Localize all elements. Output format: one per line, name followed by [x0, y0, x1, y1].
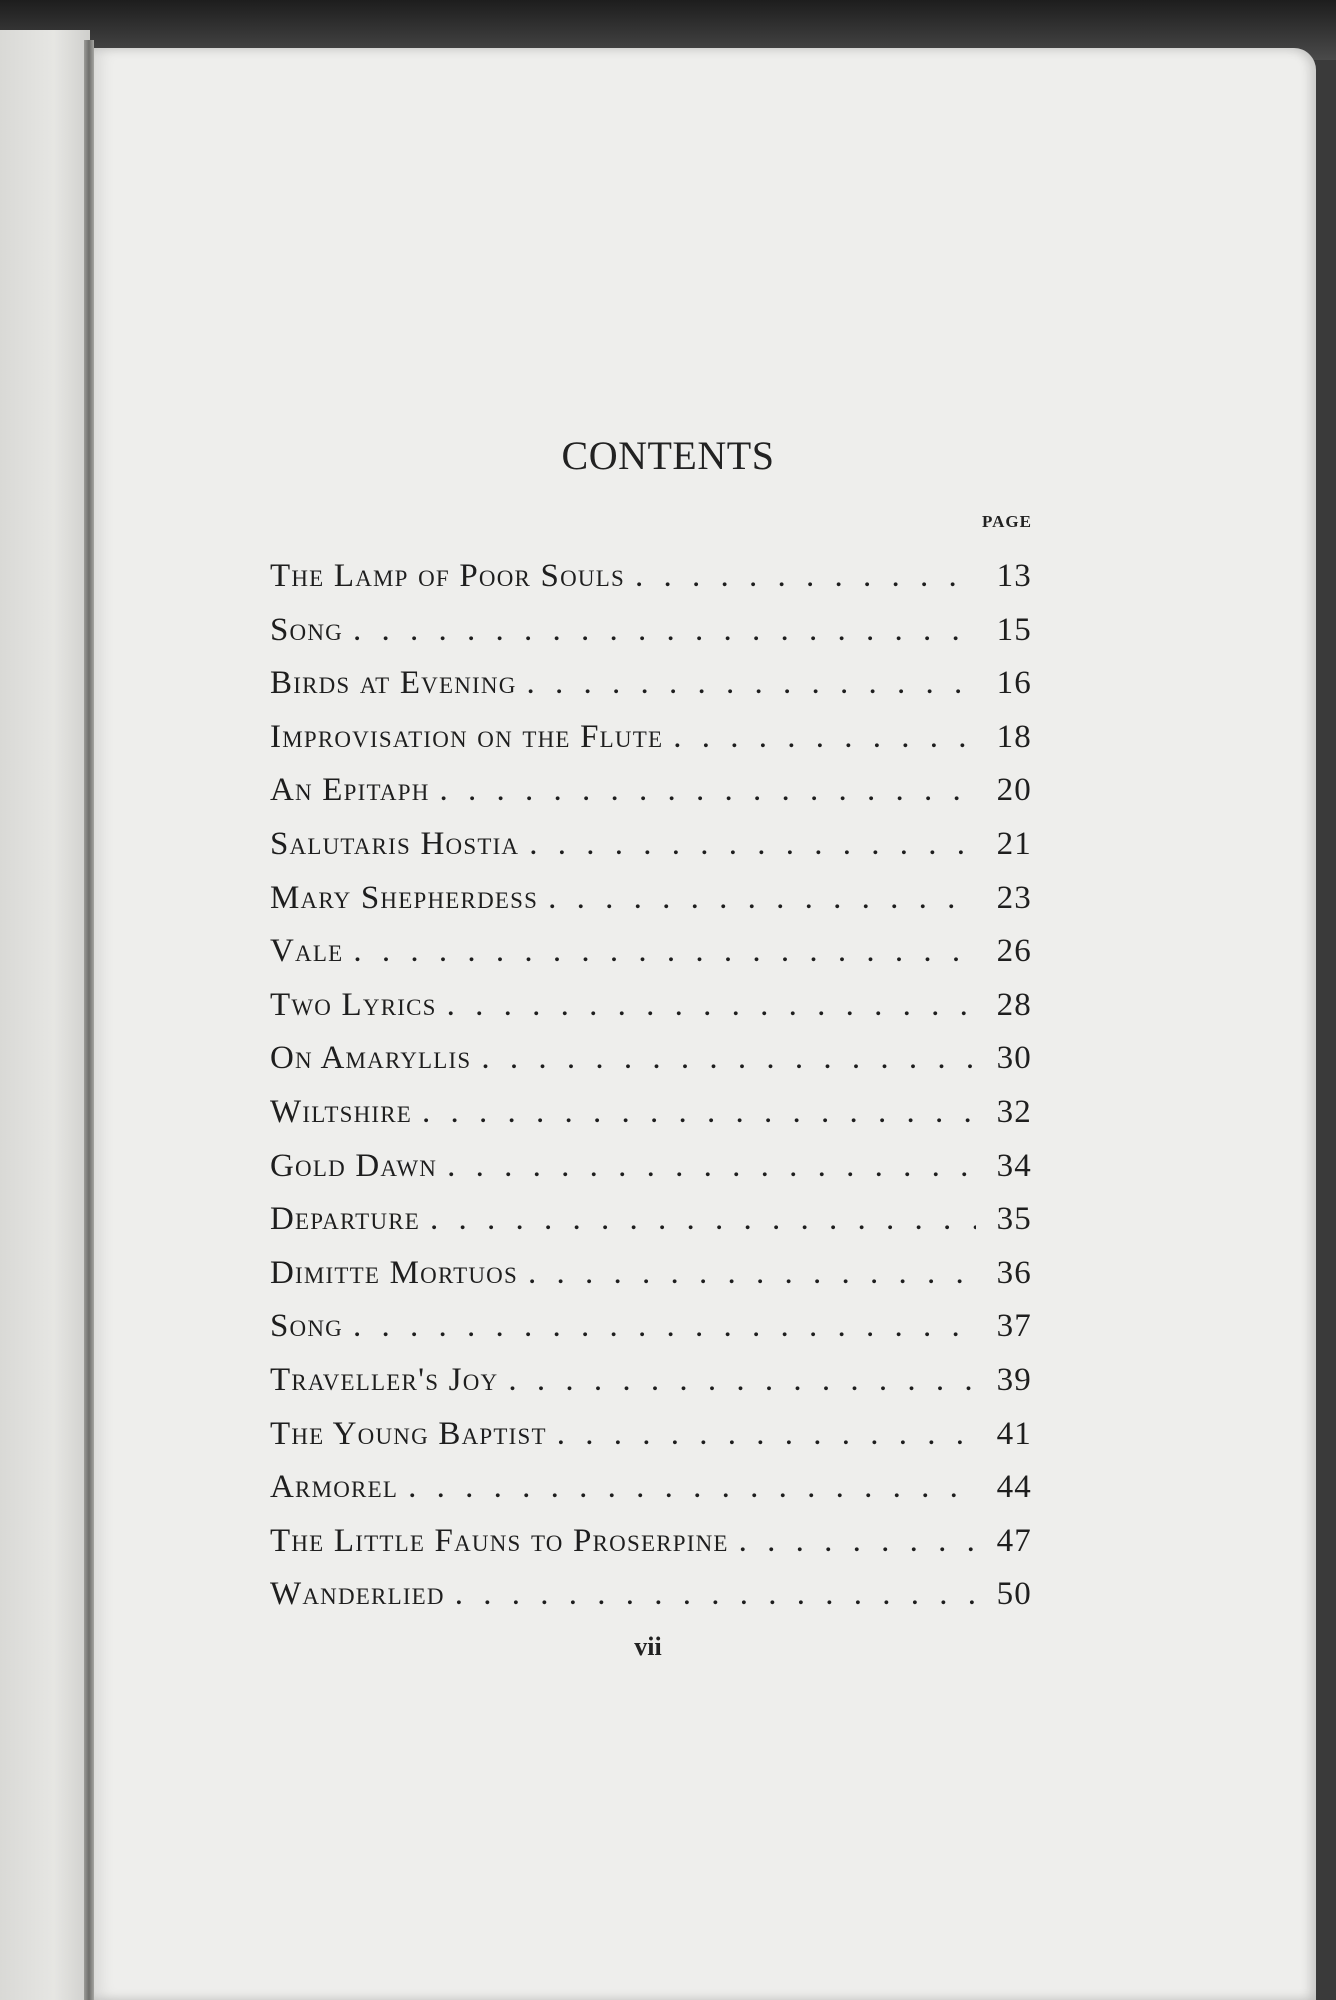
toc-entry-title: Wanderlied: [270, 1576, 445, 1613]
toc-entry: [270, 711, 1032, 765]
toc-entry-title: An Epitaph: [270, 772, 430, 809]
toc-entry-title: Departure: [270, 1201, 420, 1238]
toc-entry: [270, 764, 1032, 818]
toc-entry: [270, 1140, 1032, 1194]
toc-entry: [270, 925, 1032, 979]
dot-leader: [729, 1515, 976, 1569]
toc-entry: [270, 1086, 1032, 1140]
toc-entry-title: Dimitte Mortuos: [270, 1254, 518, 1291]
toc-entry: [270, 1515, 1032, 1569]
toc-entry: [270, 1568, 1032, 1622]
toc-entry-title: Salutaris Hostia: [270, 825, 520, 862]
book-spine: [84, 40, 94, 2000]
toc-entry-page: 50: [996, 1576, 1032, 1613]
toc-entry-page: 21: [996, 825, 1032, 862]
dot-leader: [430, 764, 976, 818]
toc-entry-page: 35: [996, 1201, 1032, 1238]
dot-leader: [445, 1568, 976, 1622]
toc-entry-page: 16: [996, 665, 1032, 702]
toc-entry-title: Mary Shepherdess: [270, 879, 539, 916]
toc-entry-page: 18: [996, 718, 1032, 755]
page-folio: vii: [634, 1632, 662, 1661]
toc-entry-page: 15: [996, 611, 1032, 648]
dot-leader: [625, 550, 976, 604]
dot-leader: [398, 1461, 976, 1515]
toc-entry: [270, 1354, 1032, 1408]
toc-entry-page: 44: [996, 1469, 1032, 1506]
dot-leader: [547, 1408, 976, 1462]
table-of-contents: [270, 550, 1032, 1622]
dot-leader: [343, 925, 976, 979]
dot-leader: [343, 1300, 976, 1354]
contents-heading: CONTENTS: [561, 433, 775, 478]
toc-entry-title: Vale: [270, 933, 344, 970]
toc-entry-page: 20: [996, 772, 1032, 809]
toc-entry-page: 32: [996, 1093, 1032, 1130]
toc-entry-title: Song: [270, 1308, 343, 1345]
toc-entry: [270, 979, 1032, 1033]
dot-leader: [343, 604, 976, 658]
toc-entry-title: On Amaryllis: [270, 1040, 472, 1077]
toc-entry-page: 26: [996, 933, 1032, 970]
toc-entry-title: Armorel: [270, 1469, 399, 1506]
toc-entry-title: Improvisation on the Flute: [270, 718, 664, 755]
dot-leader: [498, 1354, 976, 1408]
dot-leader: [471, 1032, 976, 1086]
dot-leader: [412, 1086, 976, 1140]
toc-entry: [270, 1247, 1032, 1301]
toc-entry: [270, 818, 1032, 872]
dot-leader: [437, 979, 976, 1033]
page-column-label: PAGE: [982, 512, 1032, 531]
dot-leader: [518, 1247, 976, 1301]
dot-leader: [519, 818, 976, 872]
toc-entry-title: Traveller's Joy: [270, 1361, 499, 1398]
toc-entry: [270, 1193, 1032, 1247]
toc-entry-page: 13: [996, 558, 1032, 594]
toc-entry-page: 41: [996, 1415, 1032, 1452]
toc-entry-title: The Young Baptist: [270, 1415, 547, 1452]
toc-entry-title: Two Lyrics: [270, 986, 437, 1023]
toc-entry-page: 28: [996, 986, 1032, 1023]
toc-entry: [270, 550, 1032, 604]
toc-entry-page: 37: [996, 1308, 1032, 1345]
toc-entry: [270, 1408, 1032, 1462]
facing-page-edge: [0, 30, 90, 2000]
toc-entry-title: The Little Fauns to Proserpine: [270, 1522, 729, 1559]
toc-entry-title: Song: [270, 611, 343, 648]
dot-leader: [538, 872, 976, 926]
toc-entry-page: 36: [996, 1254, 1032, 1291]
toc-entry: [270, 604, 1032, 658]
dot-leader: [420, 1193, 976, 1247]
toc-entry-page: 47: [996, 1522, 1032, 1559]
toc-entry: [270, 1461, 1032, 1515]
toc-entry-title: Gold Dawn: [270, 1147, 438, 1184]
toc-entry-page: 30: [996, 1040, 1032, 1077]
dot-leader: [663, 711, 976, 765]
toc-entry-page: 34: [996, 1147, 1032, 1184]
toc-entry: [270, 1032, 1032, 1086]
dot-leader: [517, 657, 976, 711]
toc-entry: [270, 657, 1032, 711]
toc-entry: [270, 1300, 1032, 1354]
dot-leader: [437, 1140, 976, 1194]
toc-entry-title: The Lamp of Poor Souls: [270, 558, 625, 594]
toc-entry-title: Birds at Evening: [270, 665, 517, 702]
toc-entry-page: 23: [996, 879, 1032, 916]
toc-entry: [270, 872, 1032, 926]
toc-entry-title: Wiltshire: [270, 1093, 413, 1130]
toc-entry-page: 39: [996, 1361, 1032, 1398]
